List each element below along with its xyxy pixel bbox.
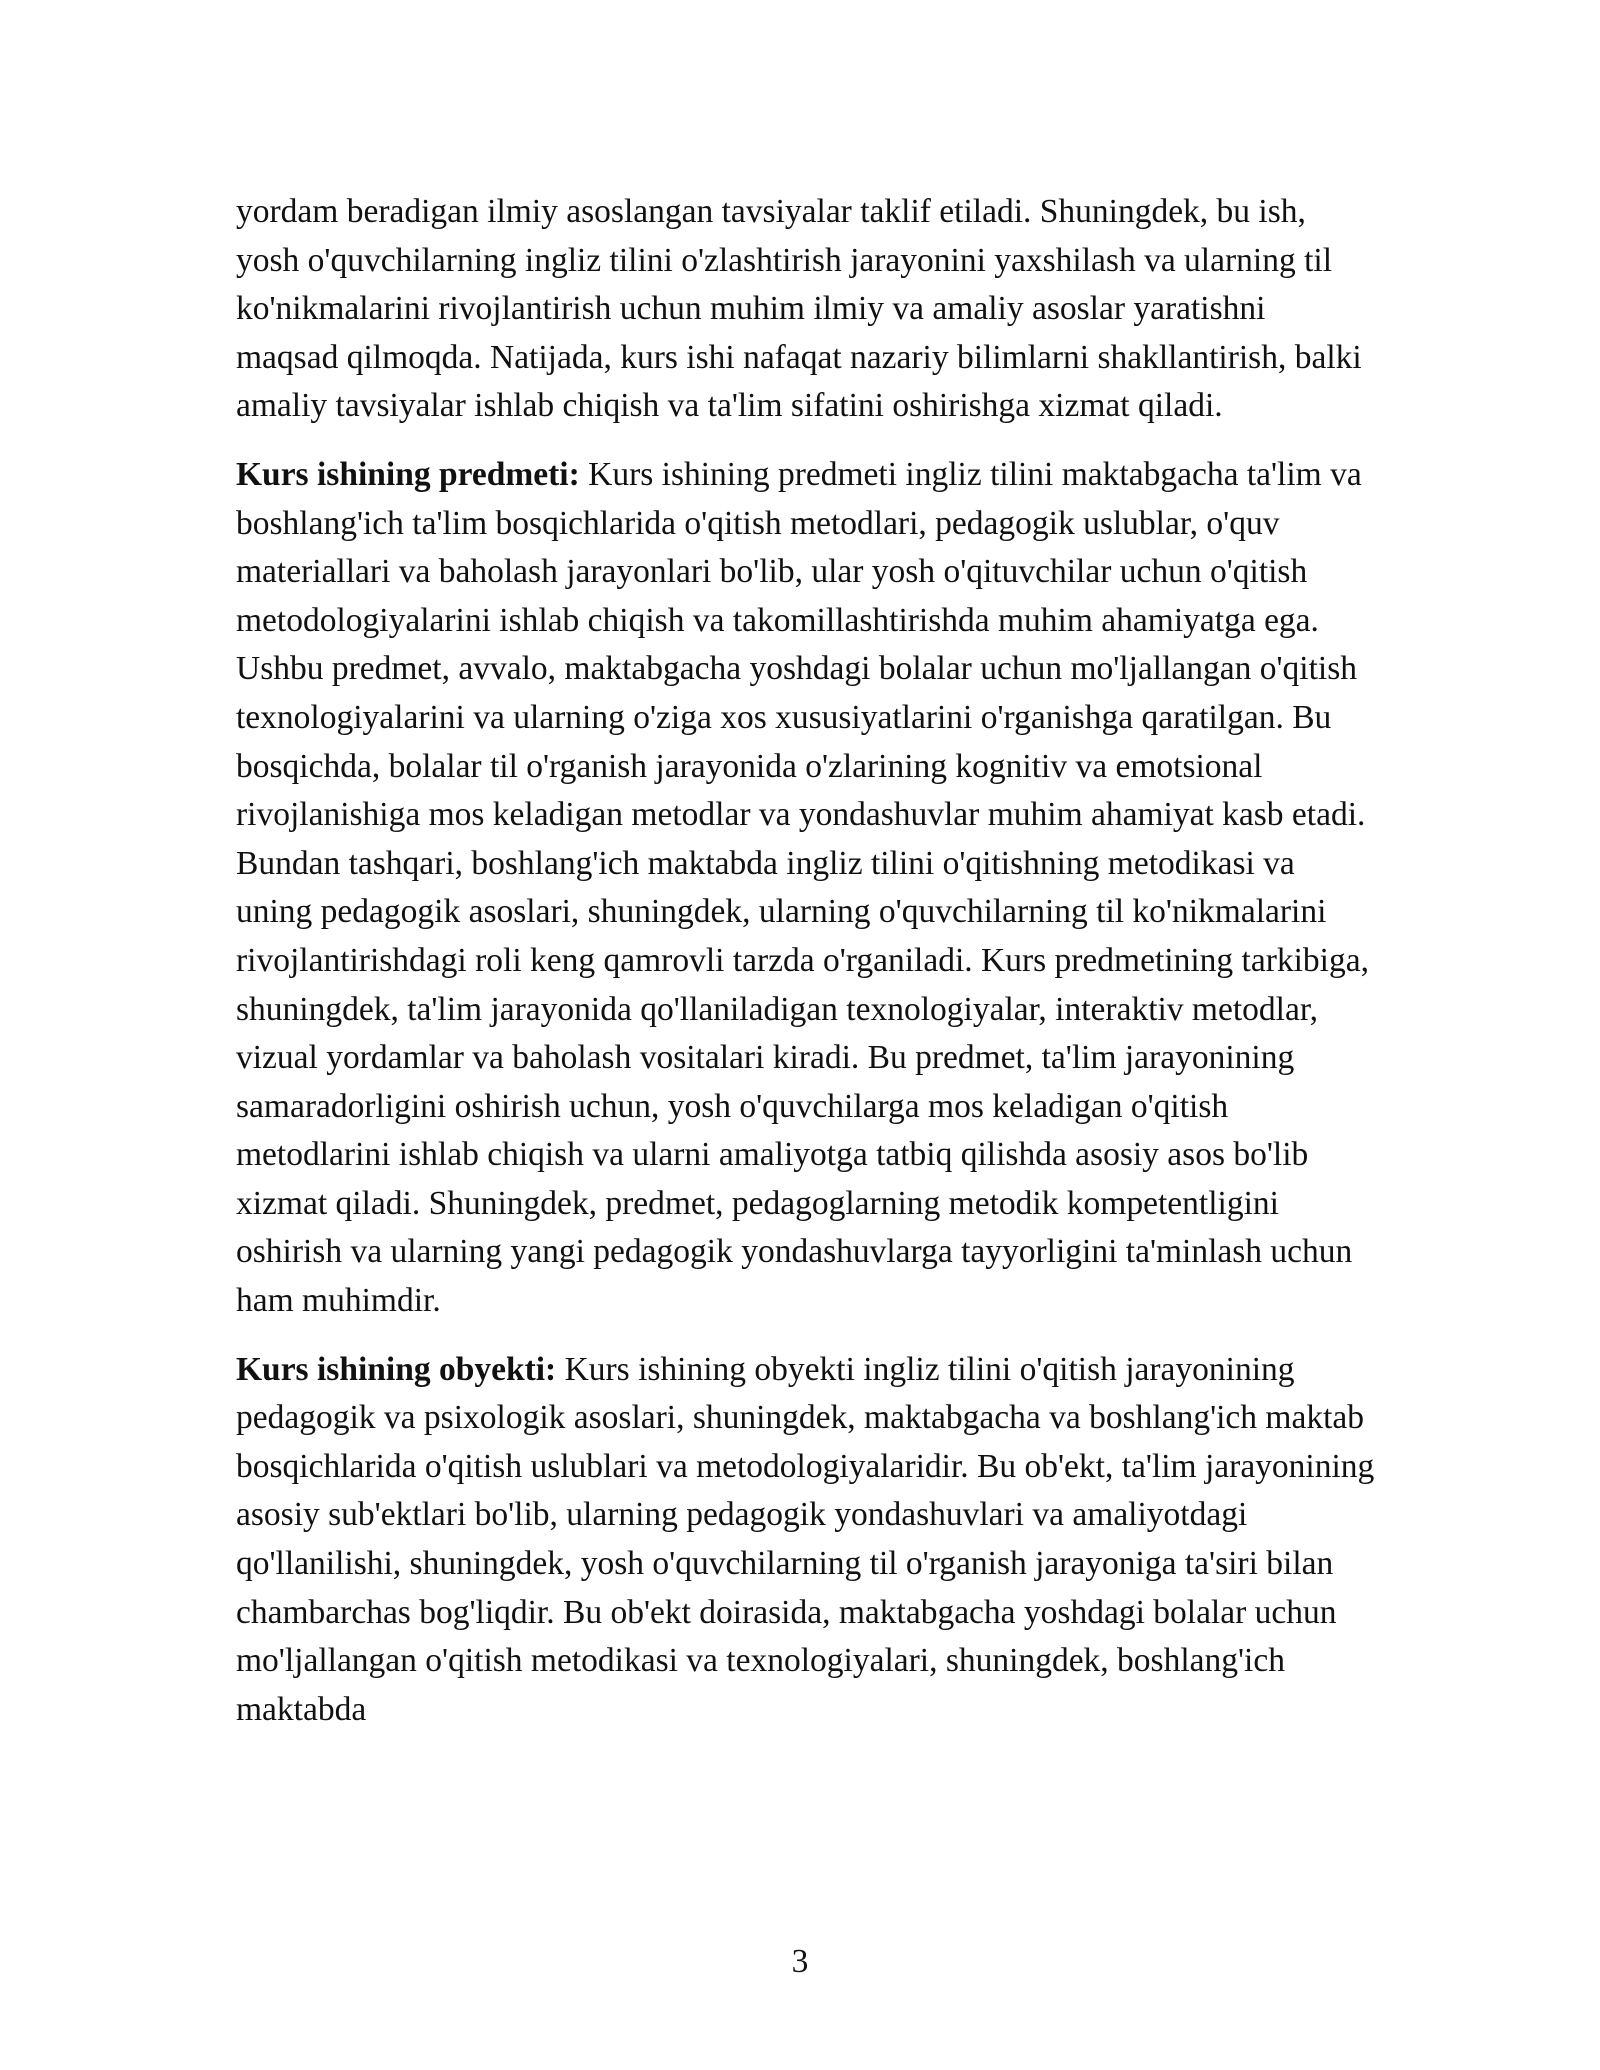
subject-heading: Kurs ishining predmeti: <box>236 455 580 493</box>
paragraph-intro-continuation <box>236 188 1376 431</box>
page-number: 3 <box>791 1943 809 1980</box>
object-text: Kurs ishining obyekti ingliz tilini o'qitish jarayonining pedagogik va psixologik asoslari, shuningdek, maktabgacha va boshlang'ich maktab bosqichlarida o'qitish uslublari va metodologiyalaridir. Bu ob'ekt, ta'lim jarayonining asosiy sub'ektlari bo'lib, ularning pedagogik yondashuvlari va amaliyotdagi qo'llanilishi, shuningdek, yosh o'quvchilarning til o'rganish jarayoniga ta'siri bilan chambarchas bog'liqdir. Bu ob'ekt doirasida, maktabgacha yoshdagi bolalar uchun mo'ljallangan o'qitish metodikasi va texnologiyalari, shuningdek, boshlang'ich maktabda <box>236 1350 1375 1728</box>
subject-text: Kurs ishining predmeti ingliz tilini maktabgacha ta'lim va boshlang'ich ta'lim bosqichlarida o'qitish metodlari, pedagogik uslublar, o'quv materiallari va baholash jarayonlari bo'lib, ular yosh o'qituvchilar uchun o'qitish metodologiyalarini ishlab chiqish va takomillashtirishda muhim ahamiyatga ega. Ushbu predmet, avvalo, maktabgacha yoshdagi bolalar uchun mo'ljallangan o'qitish texnologiyalarini va ularning o'ziga xos xususiyatlarini o'rganishga qaratilgan. Bu bosqichda, bolalar til o'rganish jarayonida o'zlarining kognitiv va emotsional rivojlanishiga mos keladigan metodlar va yondashuvlar muhim ahamiyat kasb etadi. Bundan tashqari, boshlang'ich maktabda ingliz tilini o'qitishning metodikasi va uning pedagogik asoslari, shuningdek, ularning o'quvchilarning til ko'nikmalarini rivojlantirishdagi roli keng qamrovli tarzda o'rganiladi. Kurs predmetining tarkibiga, shuningdek, ta'lim jarayonida qo'llaniladigan texnologiyalar, interaktiv metodlar, vizual yordamlar va baholash vositalari kiradi. Bu predmet, ta'lim jarayonining samaradorligini oshirish uchun, yosh o'quvchilarga mos keladigan o'qitish metodlarini ishlab chiqish va ularni amaliyotga tatbiq qilishda asosiy asos bo'lib xizmat qiladi. Shuningdek, predmet, pedagoglarning metodik kompetentligini oshirish va ularning yangi pedagogik yondashuvlarga tayyorligini ta'minlash uchun ham muhimdir. <box>236 455 1369 1320</box>
object-heading: Kurs ishining obyekti: <box>236 1350 557 1388</box>
paragraph-object <box>236 1346 1376 1735</box>
paragraph-subject <box>236 451 1376 1326</box>
body-text <box>236 188 1376 1754</box>
paragraph-text: yordam beradigan ilmiy asoslangan tavsiyalar taklif etiladi. Shuningdek, bu ish, yosh o'quvchilarning ingliz tilini o'zlashtirish jarayonini yaxshilash va ularning til ko'nikmalarini rivojlantirish uchun muhim ilmiy va amaliy asoslar yaratishni maqsad qilmoqda. Natijada, kurs ishi nafaqat nazariy bilimlarni shakllantirish, balki amaliy tavsiyalar ishlab chiqish va ta'lim sifatini oshirishga xizmat qiladi. <box>236 193 1362 425</box>
